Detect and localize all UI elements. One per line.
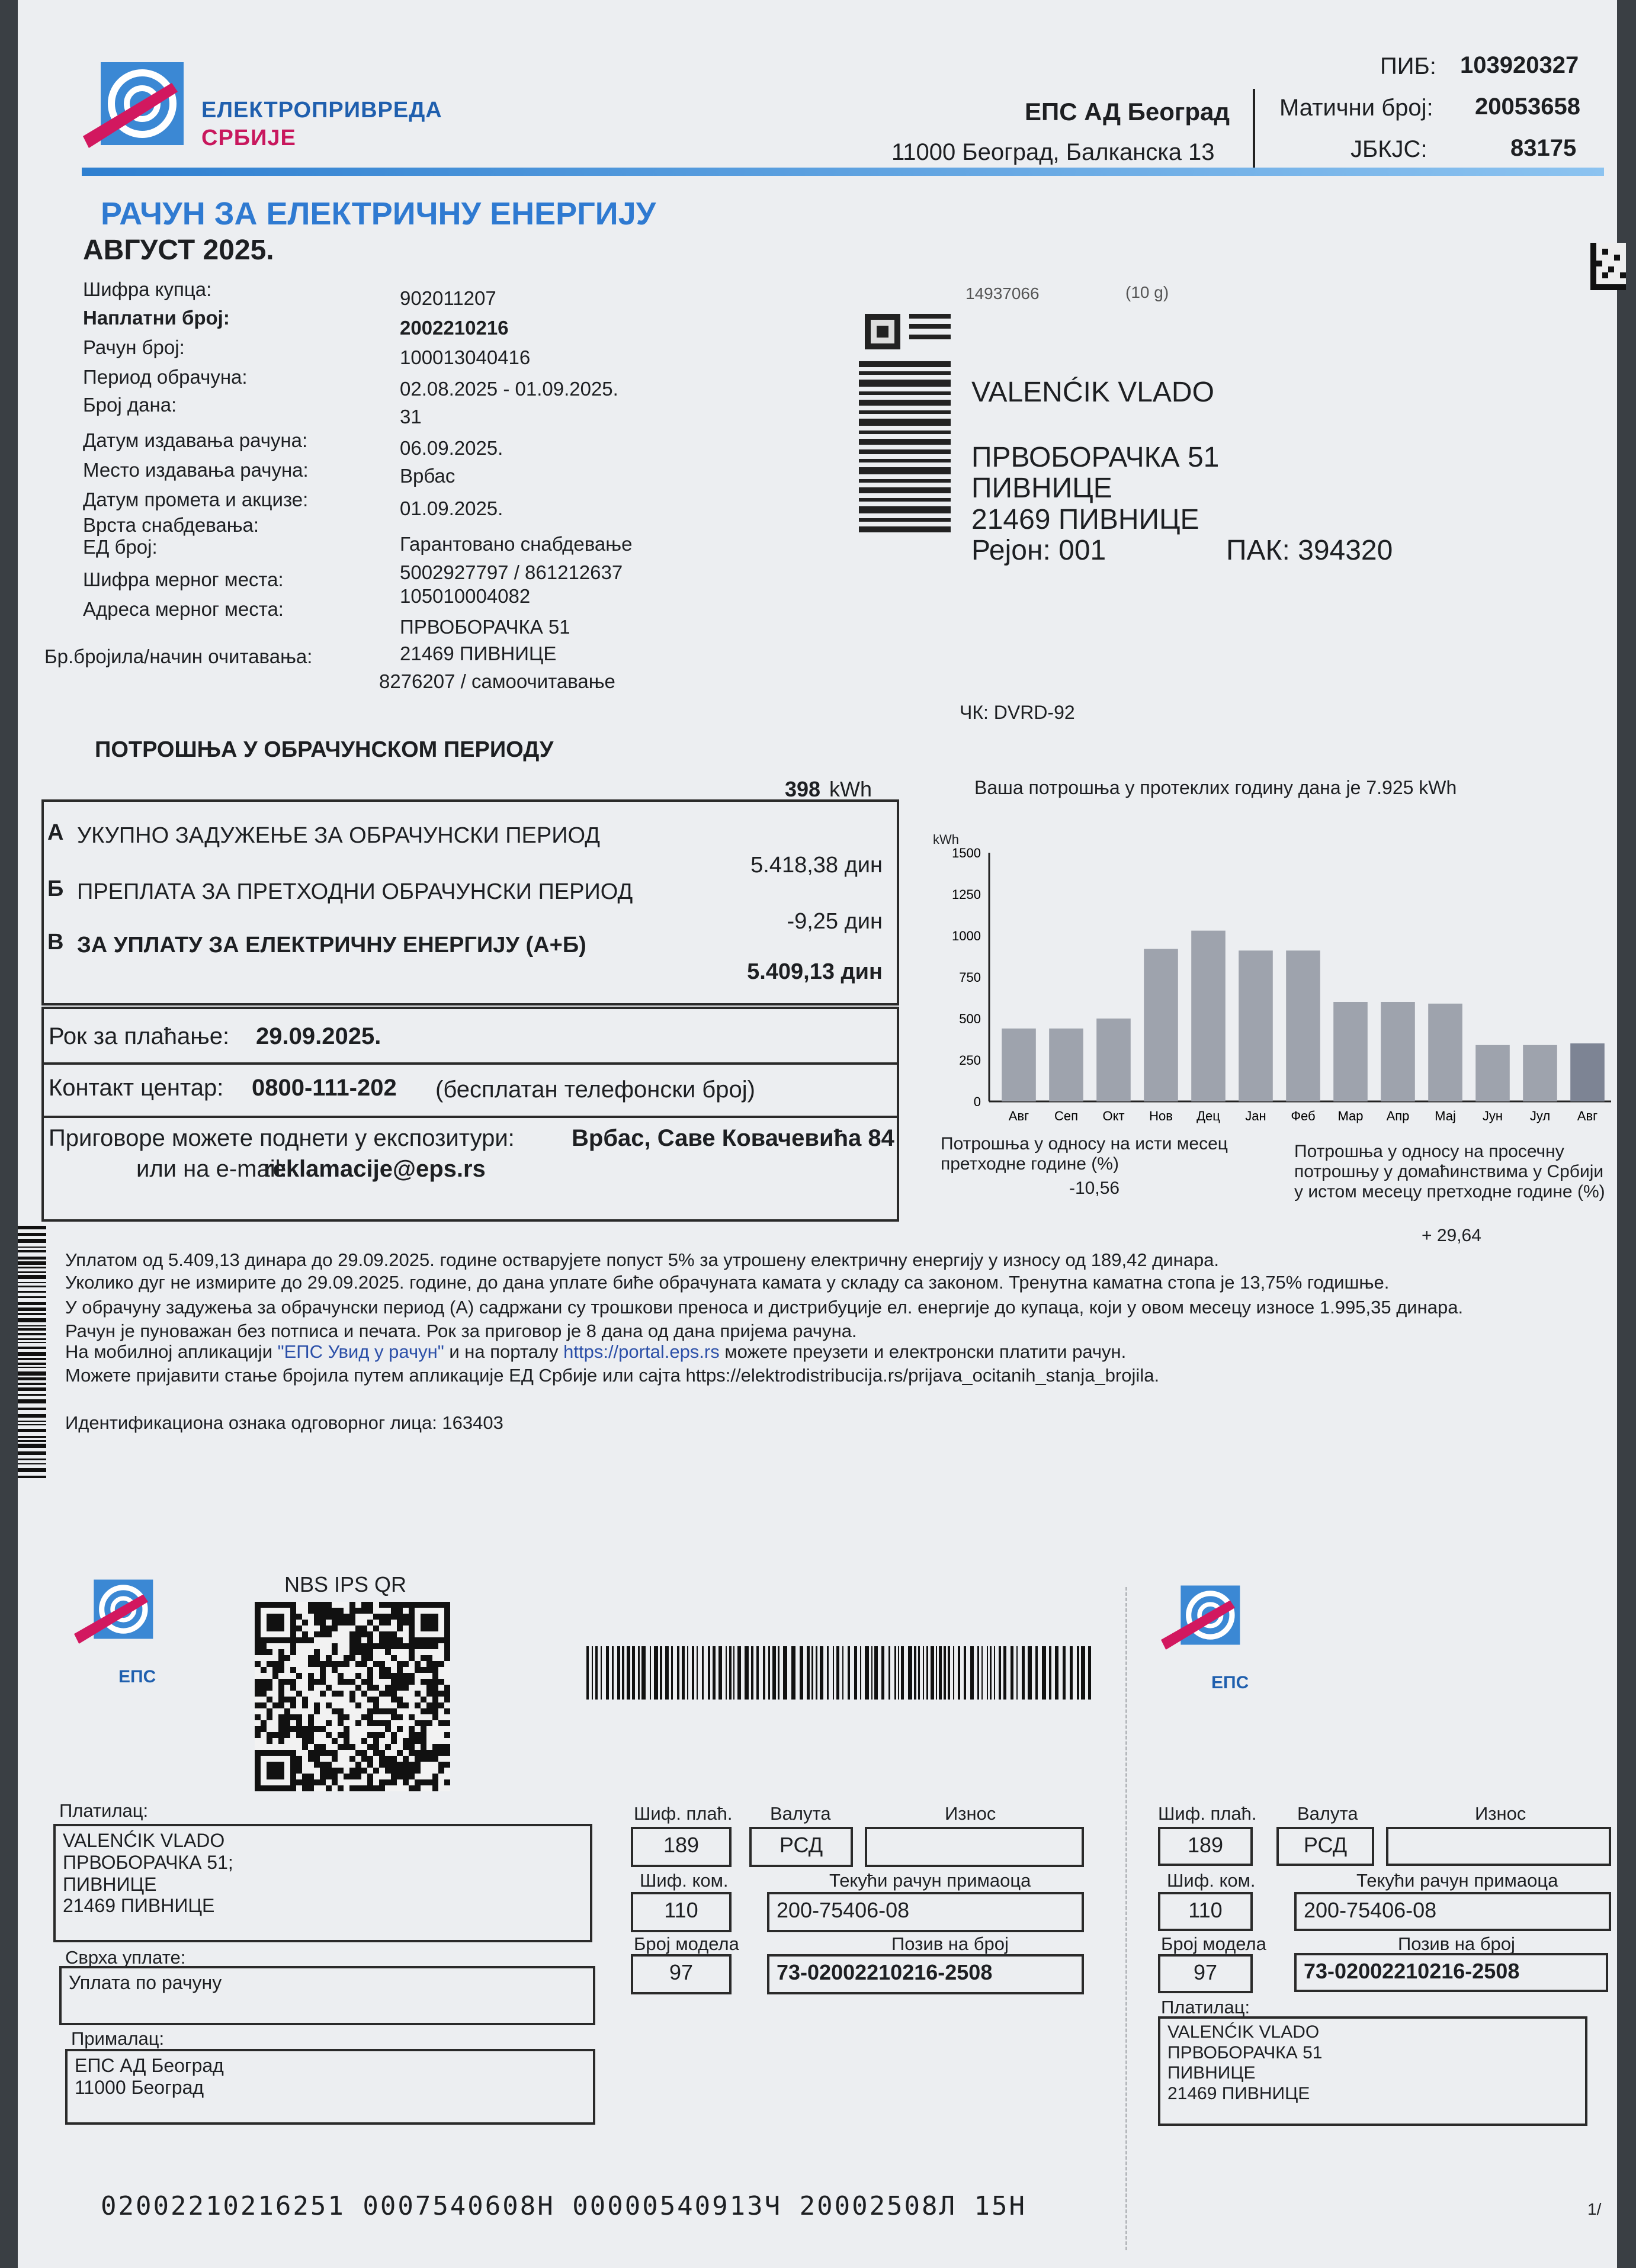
info-label: Шифра купца: [83, 278, 212, 300]
ref-label: Позив на број [891, 1933, 1009, 1954]
mb-value: 20053658 [1475, 94, 1580, 120]
info-value: Гарантовано снабдевање [400, 533, 633, 555]
stub-com-field[interactable]: 110 [1158, 1892, 1253, 1931]
x-tick-label: Авг [1008, 1109, 1029, 1123]
payer-line: ПИВНИЦЕ [63, 1873, 157, 1895]
ocr-line: 02002210216251 0007540608Н 00000540913Ч 20002508Л 15Н [101, 2191, 1026, 2221]
jbkjs-value: 83175 [1510, 135, 1577, 161]
consumption-bar [1144, 949, 1178, 1101]
code-field[interactable]: 189 [631, 1827, 732, 1867]
note-app [65, 1341, 1126, 1363]
x-tick-label: Окт [1102, 1109, 1125, 1123]
eps-slip-logo-text: ЕПС [118, 1667, 156, 1686]
x-tick-label: Дец [1196, 1109, 1220, 1123]
x-tick-label: Апр [1386, 1109, 1410, 1123]
info-label: Датум промета и акцизе: [83, 489, 309, 510]
recipient-region: Рејон: 001 [971, 535, 1106, 566]
info-value: Врбас [400, 465, 455, 487]
eps-stub-logo-text: ЕПС [1211, 1673, 1249, 1692]
charge-key: А [47, 820, 64, 845]
info-value: 06.09.2025. [400, 437, 503, 459]
info-label: Место издавања рачуна: [83, 459, 309, 481]
contact-phone-note: (бесплатан телефонски број) [435, 1077, 755, 1103]
note-validity: Рачун је пуноважан без потписа и печата. Рок за приговор је 8 дана од дана пријема рачуна. [65, 1321, 857, 1341]
stub-payer-line: ПИВНИЦЕ [1167, 2063, 1256, 2083]
stub-amount-field[interactable] [1386, 1827, 1611, 1866]
y-tick-label: 0 [973, 1094, 981, 1109]
qr-label: NBS IPS QR [284, 1572, 407, 1596]
payee-line: ЕПС АД Београд [75, 2055, 224, 2076]
eps-stub-logo [1161, 1581, 1250, 1667]
x-tick-label: Феб [1291, 1109, 1316, 1123]
x-tick-label: Сеп [1054, 1109, 1079, 1123]
charge-label: ПРЕПЛАТА ЗА ПРЕТХОДНИ ОБРАЧУНСКИ ПЕРИОД [77, 879, 633, 904]
stub-account-field[interactable]: 200-75406-08 [1294, 1892, 1611, 1931]
info-value: 31 [400, 406, 422, 428]
company-name: ЕПС АД Београд [1025, 98, 1230, 126]
side-barcode [18, 1226, 47, 1480]
info-label: Датум издавања рачуна: [83, 429, 308, 451]
postal-barcode [859, 311, 954, 548]
stub-code-label: Шиф. плаћ. [1158, 1803, 1257, 1824]
x-tick-label: Јан [1245, 1109, 1266, 1123]
info-value: 2002210216 [400, 317, 509, 339]
bill-month: АВГУСТ 2025. [83, 234, 274, 266]
y-tick-label: 1000 [952, 929, 981, 943]
consumption-bar [1191, 931, 1226, 1101]
complaints-email[interactable]: reklamacije@eps.rs [264, 1156, 486, 1182]
info-value: ПРВОБОРАЧКА 51 [400, 616, 570, 638]
header-divider [1253, 89, 1255, 172]
stub-payer-field[interactable] [1158, 2016, 1587, 2126]
charge-label: УКУПНО ЗАДУЖЕЊЕ ЗА ОБРАЧУНСКИ ПЕРИОД [77, 823, 600, 848]
info-value: 8276207 / самоочитавање [379, 670, 615, 692]
stub-payer-line: ПРВОБОРАЧКА 51 [1167, 2042, 1323, 2063]
payer-line: VALENĆIK VLADO [63, 1830, 225, 1851]
info-value: 5002927797 / 861212637 [400, 561, 623, 583]
note-interest: Уколико дуг не измирите до 29.09.2025. године, до дана уплате биће обрачуната камата у складу са законом. Тренутна каматна стопа је 13,75% годишње. [65, 1272, 1390, 1293]
consumption-bar [1570, 1043, 1605, 1101]
complaints-mail-text: или на e-mail: [136, 1156, 287, 1182]
mb-label: Матични број: [1279, 95, 1433, 121]
x-tick-label: Авг [1577, 1109, 1598, 1123]
chart-y-unit: kWh [933, 832, 959, 847]
x-tick-label: Јул [1529, 1109, 1551, 1123]
consumption-bar [1049, 1029, 1083, 1101]
consumption-bar [1286, 950, 1320, 1101]
bill-paper [18, 0, 1617, 2268]
info-label: Врста снабдевања: [83, 514, 259, 536]
stub-code-field[interactable]: 189 [1158, 1827, 1253, 1866]
brand-name-2: СРБИЈЕ [201, 126, 296, 150]
recipient-weight: (10 g) [1125, 283, 1169, 301]
compare-right-value: + 29,64 [1422, 1226, 1481, 1245]
code-label: Шиф. плаћ. [634, 1803, 733, 1824]
payee-label: Прималац: [71, 2028, 165, 2049]
datamatrix-code [1590, 243, 1626, 293]
info-label: Број дана: [83, 394, 177, 416]
info-value: 100013040416 [400, 346, 531, 368]
info-label: Рачун број: [83, 336, 185, 358]
note-app-text: На мобилној апликацији [65, 1341, 278, 1362]
payment-barcode [586, 1646, 1096, 1700]
charge-amount: -9,25 дин [787, 909, 883, 934]
purpose-label: Сврха уплате: [65, 1947, 186, 1968]
info-value: 21469 ПИВНИЦЕ [400, 643, 557, 664]
stub-com-label: Шиф. ком. [1167, 1870, 1256, 1891]
payer-label: Платилац: [59, 1800, 149, 1821]
eps-logo [83, 59, 190, 154]
consumption-bar [1381, 1002, 1415, 1101]
due-date: 29.09.2025. [256, 1023, 381, 1049]
compare-right-text: Потрошња у односу на просечну потрошњу у домаћинствима у Србији у истом месецу претходне године (%) [1294, 1142, 1605, 1202]
x-tick-label: Мар [1337, 1109, 1364, 1123]
ips-qr-code[interactable] [255, 1602, 450, 1791]
eps-slip-logo [74, 1575, 163, 1661]
note-app-text2: и на порталу [444, 1341, 564, 1362]
contact-label: Контакт центар: [49, 1075, 224, 1101]
stub-account-label: Текући рачун примаоца [1356, 1870, 1558, 1891]
pib-value: 103920327 [1460, 52, 1579, 78]
model-field[interactable]: 97 [631, 1954, 732, 1994]
consumption-bar [1475, 1045, 1510, 1101]
slip-divider [1125, 1587, 1127, 2250]
com-label: Шиф. ком. [640, 1870, 729, 1891]
consumption-bar [1523, 1045, 1557, 1101]
note-discount: Уплатом од 5.409,13 динара до 29.09.2025. године остварујете попуст 5% за утрошену електричну енергију у износу од 189,42 динара. [65, 1249, 1220, 1270]
pib-label: ПИБ: [1380, 53, 1436, 79]
purpose-value: Уплата по рачуну [69, 1972, 222, 1993]
complaints-place: Врбас, Саве Ковачевића 84 [572, 1125, 894, 1151]
currency-label: Валута [770, 1803, 831, 1824]
portal-link[interactable]: https://portal.eps.rs [563, 1341, 720, 1362]
app-link[interactable]: "ЕПС Увид у рачун" [277, 1341, 444, 1362]
bill-title: РАЧУН ЗА ЕЛЕКТРИЧНУ ЕНЕРГИЈУ [101, 196, 656, 232]
recipient-street: ПРВОБОРАЧКА 51 [971, 442, 1220, 473]
charge-amount: 5.409,13 дин [747, 959, 883, 984]
compare-left-value: -10,56 [1069, 1178, 1120, 1198]
recipient-code: 14937066 [965, 284, 1040, 303]
amount-field[interactable] [865, 1827, 1084, 1867]
com-field[interactable]: 110 [631, 1892, 732, 1932]
info-value: 902011207 [400, 287, 496, 309]
header-bar [82, 168, 1604, 176]
model-label: Број модела [634, 1933, 739, 1954]
y-tick-label: 1250 [952, 887, 981, 902]
consumption-bar [1428, 1004, 1462, 1101]
recipient-city: ПИВНИЦЕ [971, 473, 1112, 504]
charge-label: ЗА УПЛАТУ ЗА ЕЛЕКТРИЧНУ ЕНЕРГИЈУ (А+Б) [77, 933, 586, 958]
payer-line: 21469 ПИВНИЦЕ [63, 1895, 215, 1917]
contact-phone: 0800-111-202 [252, 1075, 397, 1101]
info-value: 02.08.2025 - 01.09.2025. [400, 378, 618, 400]
consumption-bar [1333, 1002, 1368, 1101]
payer-line: ПРВОБОРАЧКА 51; [63, 1851, 233, 1873]
info-value: 105010004082 [400, 585, 531, 607]
recipient-postal: 21469 ПИВНИЦЕ [971, 504, 1199, 535]
stub-currency-field[interactable]: РСД [1276, 1827, 1374, 1866]
consumption-value: 398 [785, 777, 821, 801]
payee-field[interactable] [65, 2049, 595, 2125]
note-app-text3: можете преузети и електронски платити рачун. [719, 1341, 1127, 1362]
brand-name: ЕЛЕКТРОПРИВРЕДА [201, 98, 442, 123]
info-label: Шифра мерног места: [83, 568, 284, 590]
stub-ref-label: Позив на број [1398, 1933, 1515, 1954]
info-label: Наплатни број: [83, 307, 230, 329]
stub-currency-label: Валута [1297, 1803, 1358, 1824]
amount-label: Износ [945, 1803, 996, 1824]
note-responsible-id: Идентификациона ознака одговорног лица: 163403 [65, 1412, 503, 1433]
page-number: 1/ [1587, 2200, 1602, 2218]
info-label: Бр.бројила/начин очитавања: [44, 645, 313, 667]
info-label: Адреса мерног места: [83, 598, 284, 620]
consumption-chart [918, 841, 1617, 1125]
note-distribution: У обрачуну задужења за обрачунски период (А) садржани су трошкови преноса и дистрибуције ел. енергије до купаца, који у овом месецу износе 1.995,35 динара. [65, 1297, 1464, 1318]
charge-key: В [47, 930, 64, 955]
x-tick-label: Јун [1482, 1109, 1503, 1123]
stub-amount-label: Износ [1475, 1803, 1526, 1824]
chart-title: Ваша потрошња у протеклих годину дана је 7.925 kWh [974, 777, 1457, 798]
y-tick-label: 500 [959, 1011, 981, 1026]
charge-amount: 5.418,38 дин [750, 853, 883, 878]
ck-code: ЧК: DVRD-92 [960, 702, 1075, 723]
x-tick-label: Мај [1435, 1109, 1456, 1123]
x-tick-label: Нов [1149, 1109, 1173, 1123]
consumption-bar [1239, 950, 1273, 1101]
purpose-field[interactable] [59, 1966, 595, 2025]
account-label: Текући рачун примаоца [829, 1870, 1031, 1891]
stub-payer-line: VALENĆIK VLADO [1167, 2022, 1320, 2042]
recipient-name: VALENĆIK VLADO [971, 377, 1214, 408]
consumption-bar [1002, 1029, 1036, 1101]
charge-key: Б [47, 876, 64, 901]
company-address: 11000 Београд, Балканска 13 [891, 139, 1215, 165]
payer-field[interactable] [53, 1824, 592, 1942]
stub-model-label: Број модела [1161, 1933, 1266, 1954]
account-field[interactable]: 200-75406-08 [767, 1892, 1084, 1932]
consumption-heading: ПОТРОШЊА У ОБРАЧУНСКОМ ПЕРИОДУ [95, 737, 554, 762]
info-value: 01.09.2025. [400, 497, 503, 519]
ref-field[interactable]: 73-02002210216-2508 [767, 1954, 1084, 1994]
recipient-pak: ПАК: 394320 [1226, 535, 1393, 566]
consumption-unit: kWh [829, 777, 872, 801]
note-meter-report: Можете пријавити стање бројила путем апликације ЕД Србије или сајта https://elektrodistribucija.rs/prijava_ocitanih_stanja_brojila. [65, 1365, 1160, 1386]
info-label: Период обрачуна: [83, 366, 248, 388]
jbkjs-label: ЈБКЈС: [1350, 136, 1428, 162]
stub-payer-line: 21469 ПИВНИЦЕ [1167, 2083, 1310, 2103]
consumption-bar [1096, 1019, 1131, 1101]
complaints-text: Приговоре можете поднети у експозитури: [49, 1125, 515, 1151]
y-tick-label: 250 [959, 1053, 981, 1068]
stub-ref-field[interactable]: 73-02002210216-2508 [1294, 1953, 1608, 1992]
payee-line: 11000 Београд [75, 2076, 204, 2098]
currency-field[interactable]: РСД [749, 1827, 853, 1867]
y-tick-label: 750 [959, 970, 981, 985]
stub-model-field[interactable]: 97 [1158, 1954, 1253, 1993]
due-label: Рок за плаћање: [49, 1023, 230, 1049]
stub-payer-label: Платилац: [1161, 1997, 1250, 2018]
y-tick-label: 1500 [952, 846, 981, 860]
compare-left-text: Потрошња у односу на исти месец претходне године (%) [941, 1134, 1228, 1174]
info-label: ЕД број: [83, 536, 158, 558]
